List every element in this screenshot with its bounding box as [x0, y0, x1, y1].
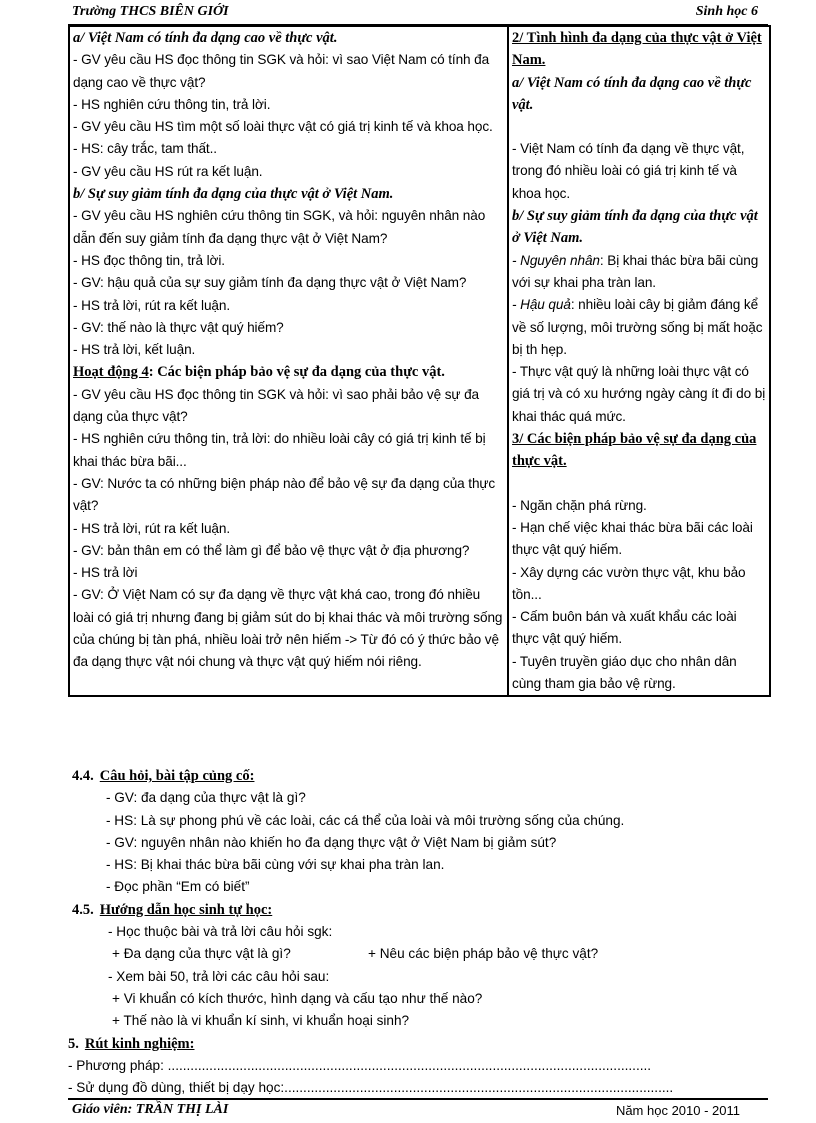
review-line: - HS: Là sự phong phú về các loài, các cá thể của loài và môi trường sống của chúng.	[106, 812, 625, 828]
activity-4-label: Hoạt động 4	[73, 364, 149, 381]
homework-line	[72, 943, 772, 965]
homework-line: + Thế nào là vi khuẩn kí sinh, vi khuẩn hoại sinh?	[112, 1013, 410, 1029]
measure-item: - Hạn chế việc khai thác bừa bãi các loài thực vật quý hiếm.	[512, 519, 753, 558]
left-heading-b: b/ Sự suy giảm tính đa dạng của thực vật ở Việt Nam.	[73, 186, 394, 203]
homework-line: - Học thuộc bài và trả lời câu hỏi sgk:	[108, 924, 333, 940]
left-a-line: - HS nghiên cứu thông tin, trả lời.	[73, 96, 271, 112]
section-title: Câu hỏi, bài tập củng cố:	[99, 768, 255, 784]
review-line: - GV: đa dạng của thực vật là gì?	[106, 790, 306, 806]
subject-name: Sinh học 6	[695, 4, 758, 19]
left-b-line: - HS đọc thông tin, trả lời.	[73, 252, 225, 268]
lesson-table	[68, 25, 771, 697]
right-heading-3: 3/ Các biện pháp bảo vệ sự đa dạng của thực vật.	[512, 431, 757, 470]
left-c-line: - GV: Ở Việt Nam có sự đa dạng về thực vật khá cao, trong đó nhiều loài có giá trị nhưng đang bị giảm sút do bị khai thác và môi trường sống của chúng bị tàn phá, nhiều loài trở nên hiếm -> Từ đó có ý thức bảo vệ đa dạng thực vật nói chung và thực vật quý hiếm nói riêng.	[73, 587, 503, 670]
left-heading-a: a/ Việt Nam có tính đa dạng cao về thực vật.	[73, 30, 338, 46]
right-heading-2: 2/ Tình hình đa dạng của thực vật ở Việt Nam.	[512, 30, 762, 69]
section-number: 4.4.	[72, 768, 94, 784]
right-b-rare: - Thực vật quý là những loài thực vật có giá trị và có xu hướng ngày càng ít đi do bị khai thác quá mức.	[512, 364, 766, 424]
section-4-5-title	[72, 899, 772, 921]
section-title: Rút kinh nghiệm:	[84, 1035, 195, 1052]
right-b-effect	[512, 294, 766, 361]
measure-item: - Ngăn chặn phá rừng.	[512, 497, 647, 513]
tools-line: - Sử dụng đồ dùng, thiết bị dạy học:.......................................................................................................	[68, 1080, 674, 1096]
right-b-cause	[512, 250, 766, 295]
effect-label: - Hậu quả	[512, 297, 571, 313]
school-year: Năm học 2010 - 2011	[615, 1103, 740, 1118]
left-b-line: - GV: thế nào là thực vật quý hiếm?	[73, 319, 284, 335]
left-c-line: - HS nghiên cứu thông tin, trả lời: do nhiều loài cây có giá trị kinh tế bị khai thác bừa bãi...	[73, 431, 486, 469]
section-number: 5.	[68, 1035, 79, 1052]
section-4-4-title	[72, 765, 772, 787]
left-c-line: - HS trả lời	[73, 565, 138, 581]
left-a-line: - GV yêu cầu HS rút ra kết luận.	[73, 163, 263, 179]
spacer	[512, 116, 766, 138]
homework-q1: + Đa dạng của thực vật là gì?	[112, 946, 291, 962]
left-c-line: - HS trả lời, rút ra kết luận.	[73, 520, 231, 536]
left-a-line: - HS: cây trắc, tam thất..	[73, 141, 217, 157]
page-header	[68, 2, 768, 26]
left-a-line: - GV yêu cầu HS tìm một số loài thực vật có giá trị kinh tế và khoa học.	[73, 119, 493, 135]
effect-text: : nhiều loài cây bị giảm đáng kể về số lượng, môi trường sống bị mất hoặc bị th hẹp.	[512, 297, 763, 357]
spacer	[512, 473, 766, 495]
section-5-title	[68, 1033, 772, 1055]
review-line: - GV: nguyên nhân nào khiến ho đa dạng thực vật ở Việt Nam bị giảm sút?	[106, 834, 557, 850]
activity-4-heading	[73, 361, 504, 383]
right-a-text: - Việt Nam có tính đa dạng về thực vật, trong đó nhiều loài có giá trị kinh tế và khoa học.	[512, 141, 745, 201]
measure-item: - Cấm buôn bán và xuất khẩu các loài thực vật quý hiếm.	[512, 609, 737, 647]
homework-q2: + Nêu các biện pháp bảo vệ thực vật?	[368, 946, 599, 962]
left-c-line: - GV: Nước ta có những biện pháp nào để bảo vệ sự đa dạng của thực vật?	[73, 475, 496, 514]
homework-line: - Xem bài 50, trả lời các câu hỏi sau:	[108, 968, 330, 984]
measure-item: - Xây dựng các vườn thực vật, khu bảo tồn...	[512, 564, 746, 602]
left-b-line: - HS trả lời, kết luận.	[73, 342, 196, 358]
review-line: - HS: Bị khai thác bừa bãi cùng với sự khai pha tràn lan.	[106, 857, 445, 873]
review-line: - Đọc phần “Em có biết”	[106, 879, 250, 895]
cause-label: - Nguyên nhân	[512, 252, 600, 268]
measure-item: - Tuyên truyền giáo dục cho nhân dân cùng tham gia bảo vệ rừng.	[512, 653, 737, 692]
left-b-line: - HS trả lời, rút ra kết luận.	[73, 297, 231, 313]
right-heading-b: b/ Sự suy giảm tính đa dạng của thực vật ở Việt Nam.	[512, 208, 758, 247]
left-b-line: - GV yêu cầu HS nghiên cứu thông tin SGK, và hỏi: nguyên nhân nào dẫn đến suy giảm tính đa dạng thực vật ở Việt Nam?	[73, 208, 486, 246]
teacher-activity-column	[69, 26, 508, 696]
left-c-line: - GV: bản thân em có thể làm gì để bảo vệ thực vật ở địa phương?	[73, 542, 470, 558]
method-line: - Phương pháp: ................................................................................................................................	[68, 1057, 652, 1073]
teacher-name: Giáo viên: TRẦN THỊ LÀI	[72, 1102, 229, 1117]
school-name: Trường THCS BIÊN GIỚI	[72, 4, 229, 19]
after-table-sections	[68, 765, 772, 1099]
content-column	[508, 26, 770, 696]
homework-line: + Vi khuẩn có kích thước, hình dạng và cấu tạo như thế nào?	[112, 990, 483, 1006]
section-number: 4.5.	[72, 901, 94, 918]
left-b-line: - GV: hậu quả của sự suy giảm tính đa dạng thực vật ở Việt Nam?	[73, 275, 467, 291]
left-c-line: - GV yêu cầu HS đọc thông tin SGK và hỏi: vì sao phải bảo vệ sự đa dạng của thực vật?	[73, 386, 480, 425]
left-a-line: - GV yêu cầu HS đọc thông tin SGK và hỏi: vì sao Việt Nam có tính đa dạng cao về thực vật?	[73, 52, 490, 90]
activity-4-title: : Các biện pháp bảo vệ sự đa dạng của thực vật.	[148, 364, 445, 381]
section-title: Hướng dẫn học sinh tự học:	[99, 901, 273, 918]
cause-text: : Bị khai thác bừa bãi cùng với sự khai pha tràn lan.	[512, 252, 759, 290]
page-footer	[68, 1098, 768, 1122]
right-heading-a: a/ Việt Nam có tính đa dạng cao về thực vật.	[512, 74, 752, 113]
